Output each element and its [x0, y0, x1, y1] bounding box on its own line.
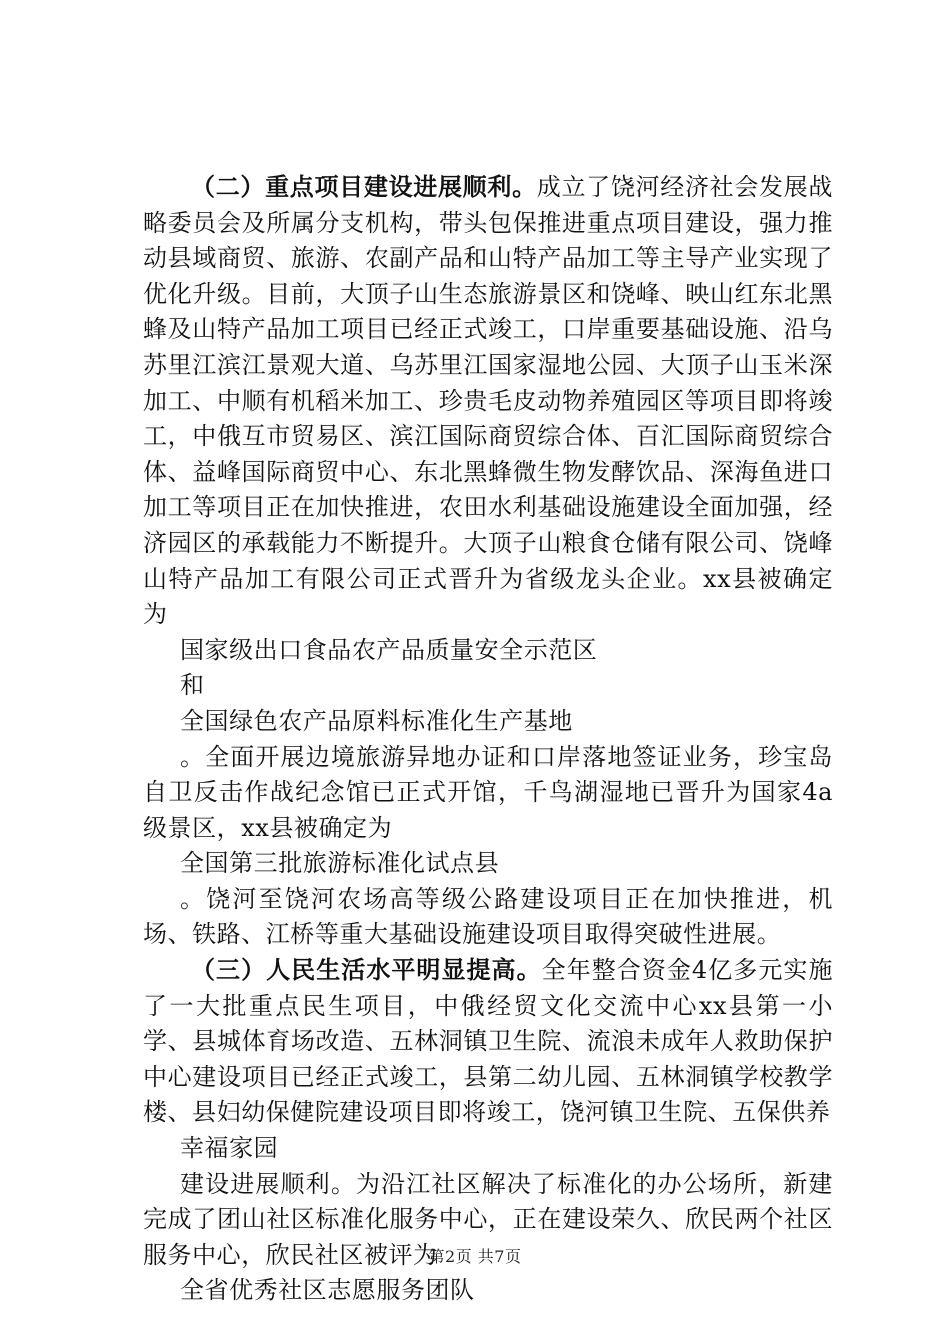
quoted-fragment: 全国绿色农产品原料标准化生产基地: [180, 706, 573, 735]
quoted-fragment: 全国第三批旅游标准化试点县: [180, 849, 500, 878]
paragraph-section-3: [143, 953, 833, 1131]
quoted-fragment: 幸福家园: [180, 1134, 279, 1163]
section-heading: （三）人民生活水平明显提高。: [191, 956, 542, 985]
quoted-fragment: 全省优秀社区志愿服务团队: [180, 1276, 475, 1305]
paragraph-continuation: 。全面开展边境旅游异地办证和口岸落地签证业务，珍宝岛自卫反击作战纪念馆已正式开馆，千鸟湖湿地已晋升为国家4a级景区，xx县被确定为: [143, 742, 833, 842]
section-heading: （二）重点项目建设进展顺利。: [191, 173, 537, 201]
paragraph-text: 全年整合资金4亿多元实施了一大批重点民生项目，中俄经贸文化交流中心xx县第一小学、县城体育场改造、五林洞镇卫生院、流浪未成年人救助保护中心建设项目已经正式竣工，县第二幼儿园、五林洞镇学校教学楼、县妇幼保健院建设项目即将竣工，饶河镇卫生院、五保供养: [143, 956, 833, 1127]
paragraph-text: 成立了饶河经济社会发展战略委员会及所属分支机构，带头包保推进重点项目建设，强力推动县域商贸、旅游、农副产品和山特产品加工等主导产业实现了优化升级。目前，大顶子山生态旅游景区和饶峰、映山红东北黑蜂及山特产品加工项目已经正式竣工，口岸重要基础设施、沿乌苏里江滨江景观大道、乌苏里江国家湿地公园、大顶子山玉米深加工、中顺有机稻米加工、珍贵毛皮动物养殖园区等项目即将竣工，中俄互市贸易区、滨江国际商贸综合体、百汇国际商贸综合体、益峰国际商贸中心、东北黑蜂微生物发酵饮品、深海鱼进口加工等项目正在加快推进，农田水利基础设施建设全面加强，经济园区的承载能力不断提升。大顶子山粮食仓储有限公司、饶峰山特产品加工有限公司正式晋升为省级龙头企业。xx县被确定为: [143, 173, 833, 629]
paragraph-continuation: 建设进展顺利。为沿江社区解决了标准化的办公场所，新建完成了团山社区标准化服务中心，正在建设荣久、欣民两个社区服务中心，欣民社区被评为: [143, 1169, 833, 1269]
paragraph-section-2: [143, 170, 833, 633]
quoted-fragment: 国家级出口食品农产品质量安全示范区: [180, 635, 598, 664]
paragraph-continuation: 。饶河至饶河农场高等级公路建设项目正在加快推进，机场、铁路、江桥等重大基础设施建设项目取得突破性进展。: [143, 884, 833, 949]
quoted-fragment: 和: [180, 671, 205, 700]
document-body: [143, 170, 833, 1309]
page-number-footer: 第2页 共7页: [428, 1247, 522, 1266]
